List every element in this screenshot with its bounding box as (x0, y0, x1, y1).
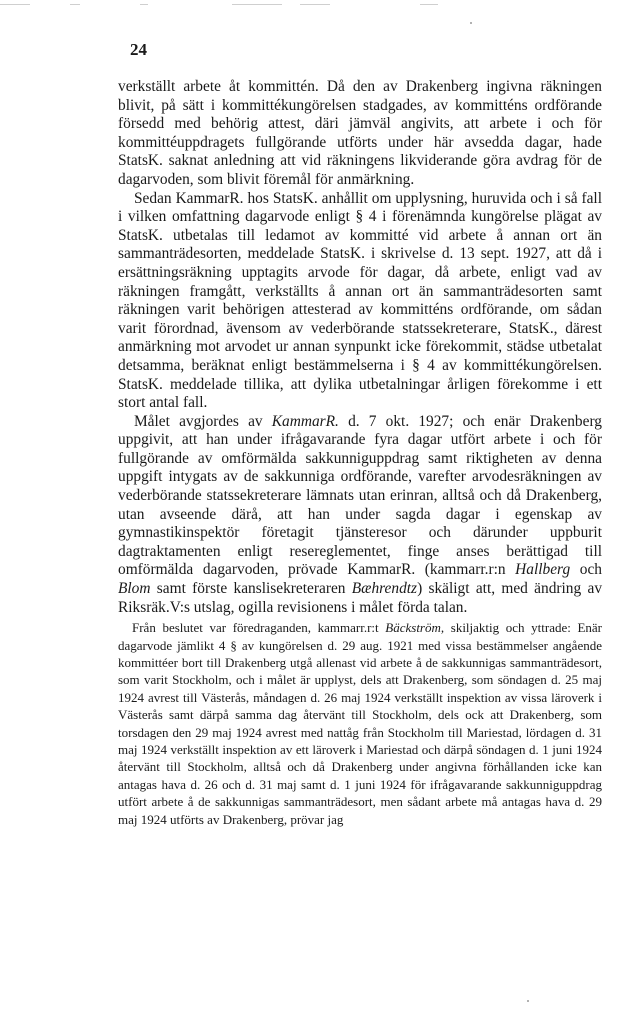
paragraph-2 (118, 190, 602, 413)
text-run: ) skäligt att, med ändring av Riksräk.V:s utslag, ogilla revisionens i målet förda talan. (118, 580, 603, 616)
scan-speck (470, 22, 472, 24)
text-run: skiljaktig och yttrade: Enär dagarvode jämlikt 4 § av kungörelsen d. 29 aug. 1921 med vissa bestämmelser angående kommittéer bort till Drakenberg utgå allenast vid arbete å de sakkunnigas sammanträdesort, som varit Stockholm, och i målet är upplyst, dels att Drakenberg, som söndagen d. 25 maj 1924 avrest till Västerås, måndagen d. 26 maj 1924 verkställt inspektion av vissa läroverk i Västerås samt därpå samma dag återvänt till Stockholm, dels ock att Drakenberg, som torsdagen den 29 maj 1924 avrest med nattåg från Stockholm till Mariestad, lördagen d. 31 maj 1924 verkställt inspektion av ett läroverk i Mariestad och därpå söndagen d. 1 juni 1924 återvänt till Stockholm, alltså och då Drakenberg under angivna förhållanden icke kan antagas hava d. 26 och d. 31 maj samt d. 1 juni 1924 för ifrågavarande sakkunniguppdrag utfört arbete å de sakkunnigas sammanträdesort, men sådant arbete må antagas hava d. 29 maj 1924 utförts av Drakenberg, prövar jag (118, 620, 603, 827)
paragraph-1 (118, 78, 602, 190)
italic-text-run: Bäckström, (385, 620, 445, 636)
document-page (118, 40, 602, 828)
main-text (118, 78, 602, 617)
dissent-paragraph (118, 619, 602, 828)
italic-text-run: Hallberg (515, 561, 571, 579)
paragraph-3 (118, 413, 602, 618)
text-run: Från beslutet var föredraganden, kammarr.r:t (132, 620, 386, 636)
italic-text-run: Bæhrendtz (351, 580, 418, 598)
italic-text-run: Blom (118, 580, 151, 598)
text-run: verkställt arbete åt kommittén. Då den av Drakenberg ingivna räkningen blivit, på sätt i kommittékungörelsen stadgades, av kommitténs ordförande försedd med behörig attest, däri jämväl angivits, att arbete i och för kommittéuppdragets fullgörande utförts under här avsedda dagar, hade StatsK. saknat anledning att vid räkningens likviderande göra avdrag för de dagarvoden, som blivit föremål för anmärkning. (118, 78, 602, 188)
text-run: samt förste kanslisekreteraren (150, 580, 352, 598)
scan-speck (527, 1000, 529, 1002)
italic-text-run: KammarR. (271, 412, 339, 430)
text-run: d. 7 okt. 1927; och enär Drakenberg uppgivit, att han under ifrågavarande fyra dagar utfört arbete i och för fullgörande av omförmälda sakkunniguppdrag samt riktigheten av denna uppgift intygats av de sakkunniga ordförande, varefter arvodesräkningen av vederbörande statssekreterare lämnats utan erinran, alltså och då Drakenberg, utan avseende därå, att han under sagda dagar i egenskap av gymnastikinspektör företagit tjänsteresor och därunder uppburit dagtraktamenten enligt resereglementet, finge anses berättigad till omförmälda dagarvoden, prövade KammarR. (kammarr.r:n (118, 412, 602, 579)
dissent-text (118, 619, 602, 828)
text-run: och (570, 561, 602, 579)
scan-edge-marks (0, 4, 632, 5)
text-run: Målet avgjordes av (134, 412, 272, 430)
page-number: 24 (130, 40, 147, 59)
text-run: Sedan KammarR. hos StatsK. anhållit om upplysning, huruvida och i så fall i vilken omfattning dagarvode enligt § 4 i förenämnda kungörelse plägat av StatsK. utbetalas till ledamot av kommitté vid arbete å annan ort än sammanträdesorten, meddelade StatsK. i skrivelse d. 13 sept. 1927, att då i ersättningsräkning upptagits arvode för dagar, då arbete, enligt vad av räkningen framgått, verkställts å annan ort än sammanträdesorten samt räkningen varit behörigen attesterad av kommitténs ordförande, om sådan varit förordnad, ävensom av vederbörande statssekreterare, StatsK., därest anmärkning mot arvodet ur annan synpunkt icke förekommit, städse utbetalat detsamma, beräknat enligt bestämmelserna i § 4 av kommittékungörelsen. StatsK. meddelade tillika, att dylika utbetalningar årligen förekomme i ett stort antal fall. (118, 189, 602, 412)
